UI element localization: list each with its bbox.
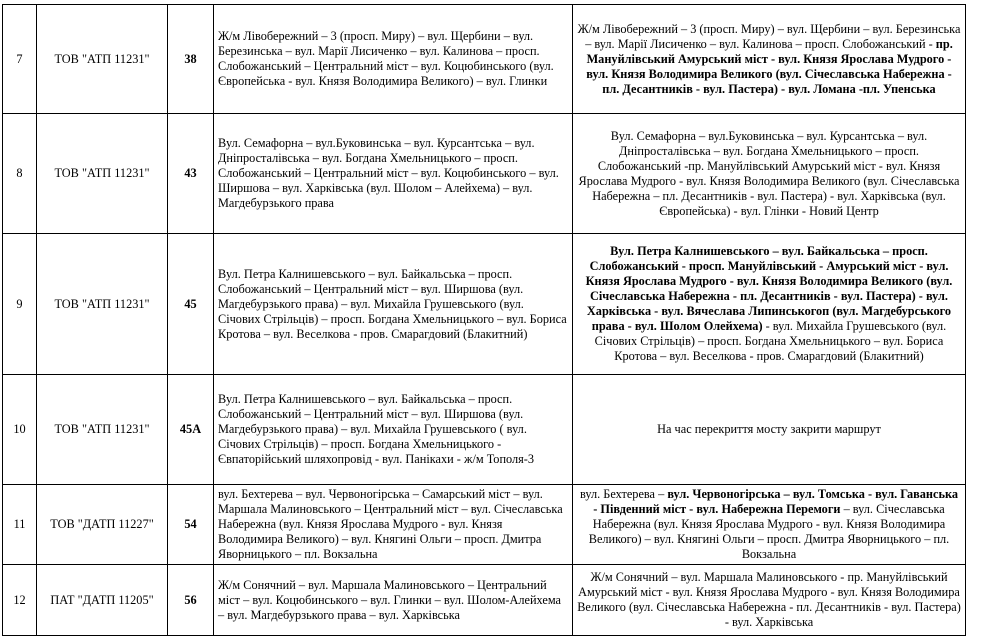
route-description-cell: Ж/м Сонячний – вул. Маршала Малиновського – Центральний міст – вул. Коцюбинського – вул. Глинки – вул. Шолом-Алейхема – вул. Магдебурзького права – вул. Харківська xyxy=(214,565,573,636)
changed-route-cell xyxy=(573,375,966,485)
row-number-cell: 7 xyxy=(3,5,37,114)
route-number-cell: 43 xyxy=(168,114,214,234)
changed-route-cell xyxy=(573,485,966,565)
carrier-name-cell: ТОВ "АТП 11231" xyxy=(37,234,168,375)
changed-route-segment: Ж/м Сонячний – вул. Маршала Малиновського - пр. Мануйлівський Амурський міст - вул. Князя Ярослава Мудрого - вул. Князя Володимира Великого (вул. Січеславська Набережна - пл. Десантників - вул. Пастера) - вул. Харківська xyxy=(577,570,961,629)
changed-route-cell xyxy=(573,114,966,234)
carrier-name-cell: ТОВ "ДАТП 11227" xyxy=(37,485,168,565)
changed-route-segment: вул. Червоногірська – вул. Томська - вул. Гаванська - Південний міст - вул. Набережна Перемоги xyxy=(593,487,959,516)
carrier-name-cell: ТОВ "АТП 11231" xyxy=(37,114,168,234)
row-number-cell: 12 xyxy=(3,565,37,636)
changed-route-segment: На час перекриття мосту закрити маршрут xyxy=(657,422,881,436)
route-description-cell: Вул. Петра Калнишевського – вул. Байкальська – просп. Слобожанський – Центральний міст – вул. Ширшова (вул. Магдебурзького права) – вул. Михайла Грушевського ( вул. Січових Стрільців) – просп. Богдана Хмельницького - Євпаторійський шляхопровід - вул. Панікахи - ж/м Тополя-3 xyxy=(214,375,573,485)
changed-route-segment: вул. Бехтерева – xyxy=(579,487,668,501)
row-number-cell: 9 xyxy=(3,234,37,375)
changed-route-segment: - вул. Михайла Грушевського (вул. Січових Стрільців) – просп. Богдана Хмельницького – вул. Бориса Кротова – вул. Веселкова - пров. Смарагдовий (Блакитний) xyxy=(594,319,947,363)
table-row xyxy=(3,114,966,234)
changed-route-segment: Ж/м Лівобережний – 3 (просп. Миру) – вул. Щербини – вул. Березинська – вул. Марії Лисиченко – вул. Калинова – просп. Слобожанський - xyxy=(577,21,961,51)
changed-route-cell xyxy=(573,565,966,636)
changed-route-cell xyxy=(573,5,966,114)
changed-route-segment: пр. Мануйлівський Амурський міст - вул. Князя Ярослава Мудрого - вул. Князя Володимира Великого (вул. Січеславська Набережна - пл. Десантників - вул. Пастера) - вул. Ломана -пл. Упенська xyxy=(586,36,953,96)
changed-route-segment: – вул. Січеславська Набережна (вул. Князя Ярослава Мудрого - вул. Князя Володимира Великого) – вул. Княгині Ольги – просп. Дмитра Яворницького – пл. Вокзальна xyxy=(588,502,950,561)
route-description-cell: Вул. Петра Калнишевського – вул. Байкальська – просп. Слобожанський – Центральний міст – вул. Ширшова (вул. Магдебурзького права) – вул. Михайла Грушевського (вул. Січових Стрільців) – просп. Богдана Хмельницького – вул. Бориса Кротова – вул. Веселкова - пров. Смарагдовий (Блакитний) xyxy=(214,234,573,375)
row-number-cell: 10 xyxy=(3,375,37,485)
route-description-cell: Вул. Семафорна – вул.Буковинська – вул. Курсантська – вул. Дніпросталівська – вул. Богдана Хмельницького – просп. Слобожанський – Центральний міст – вул. Коцюбинського – вул. Ширшова – вул. Харківська (вул. Шолом – Алейхема) – вул. Магдебурзького права xyxy=(214,114,573,234)
route-number-cell: 45А xyxy=(168,375,214,485)
route-number-cell: 54 xyxy=(168,485,214,565)
table-row xyxy=(3,375,966,485)
route-number-cell: 45 xyxy=(168,234,214,375)
routes-table xyxy=(2,4,966,636)
route-number-cell: 38 xyxy=(168,5,214,114)
changed-route-cell xyxy=(573,234,966,375)
carrier-name-cell: ТОВ "АТП 11231" xyxy=(37,375,168,485)
route-description-cell: вул. Бехтерева – вул. Червоногірська – Самарський міст – вул. Маршала Малиновського – Центральний міст – вул. Січеславська Набережна (вул. Князя Ярослава Мудрого - вул. Князя Володимира Великого) – вул. Княгині Ольги – просп. Дмитра Яворницького – пл. Вокзальна xyxy=(214,485,573,565)
route-description-cell: Ж/м Лівобережний – 3 (просп. Миру) – вул. Щербини – вул. Березинська – вул. Марії Лисиченко – вул. Калинова – просп. Слобожанський – Центральний міст – вул. Коцюбинського (вул. Європейська - вул. Князя Володимира Великого) – вул. Глинки xyxy=(214,5,573,114)
table-row xyxy=(3,485,966,565)
table-row xyxy=(3,565,966,636)
changed-route-segment: Вул. Семафорна – вул.Буковинська – вул. Курсантська – вул. Дніпросталівська – вул. Богдана Хмельницького – просп. Слобожанський -пр. Мануйлівський Амурський міст - вул. Князя Ярослава Мудрого - вул. Князя Володимира Великого (вул. Січеславська Набережна – пл. Десантників - вул. Пастера) - вул. Харківська (вул. Європейська) - вул. Глінки - Новий Центр xyxy=(578,128,960,218)
row-number-cell: 11 xyxy=(3,485,37,565)
routes-table-body xyxy=(3,5,966,636)
carrier-name-cell: ТОВ "АТП 11231" xyxy=(37,5,168,114)
table-row xyxy=(3,5,966,114)
table-row xyxy=(3,234,966,375)
changed-route-segment: Вул. Петра Калнишевського – вул. Байкальська – просп. Слобожанський - просп. Мануйлівський - Амурський міст - вул. Князя Ярослава Мудрого - вул. Князя Володимира Великого (вул. Січеславська Набережна - пл. Десантників - вул. Пастера) - вул. Харківська - вул. Вячеслава Липинськогоп (вул. Магдебурського права - вул. Шолом Олейхема) xyxy=(585,244,953,333)
route-number-cell: 56 xyxy=(168,565,214,636)
carrier-name-cell: ПАТ "ДАТП 11205" xyxy=(37,565,168,636)
row-number-cell: 8 xyxy=(3,114,37,234)
